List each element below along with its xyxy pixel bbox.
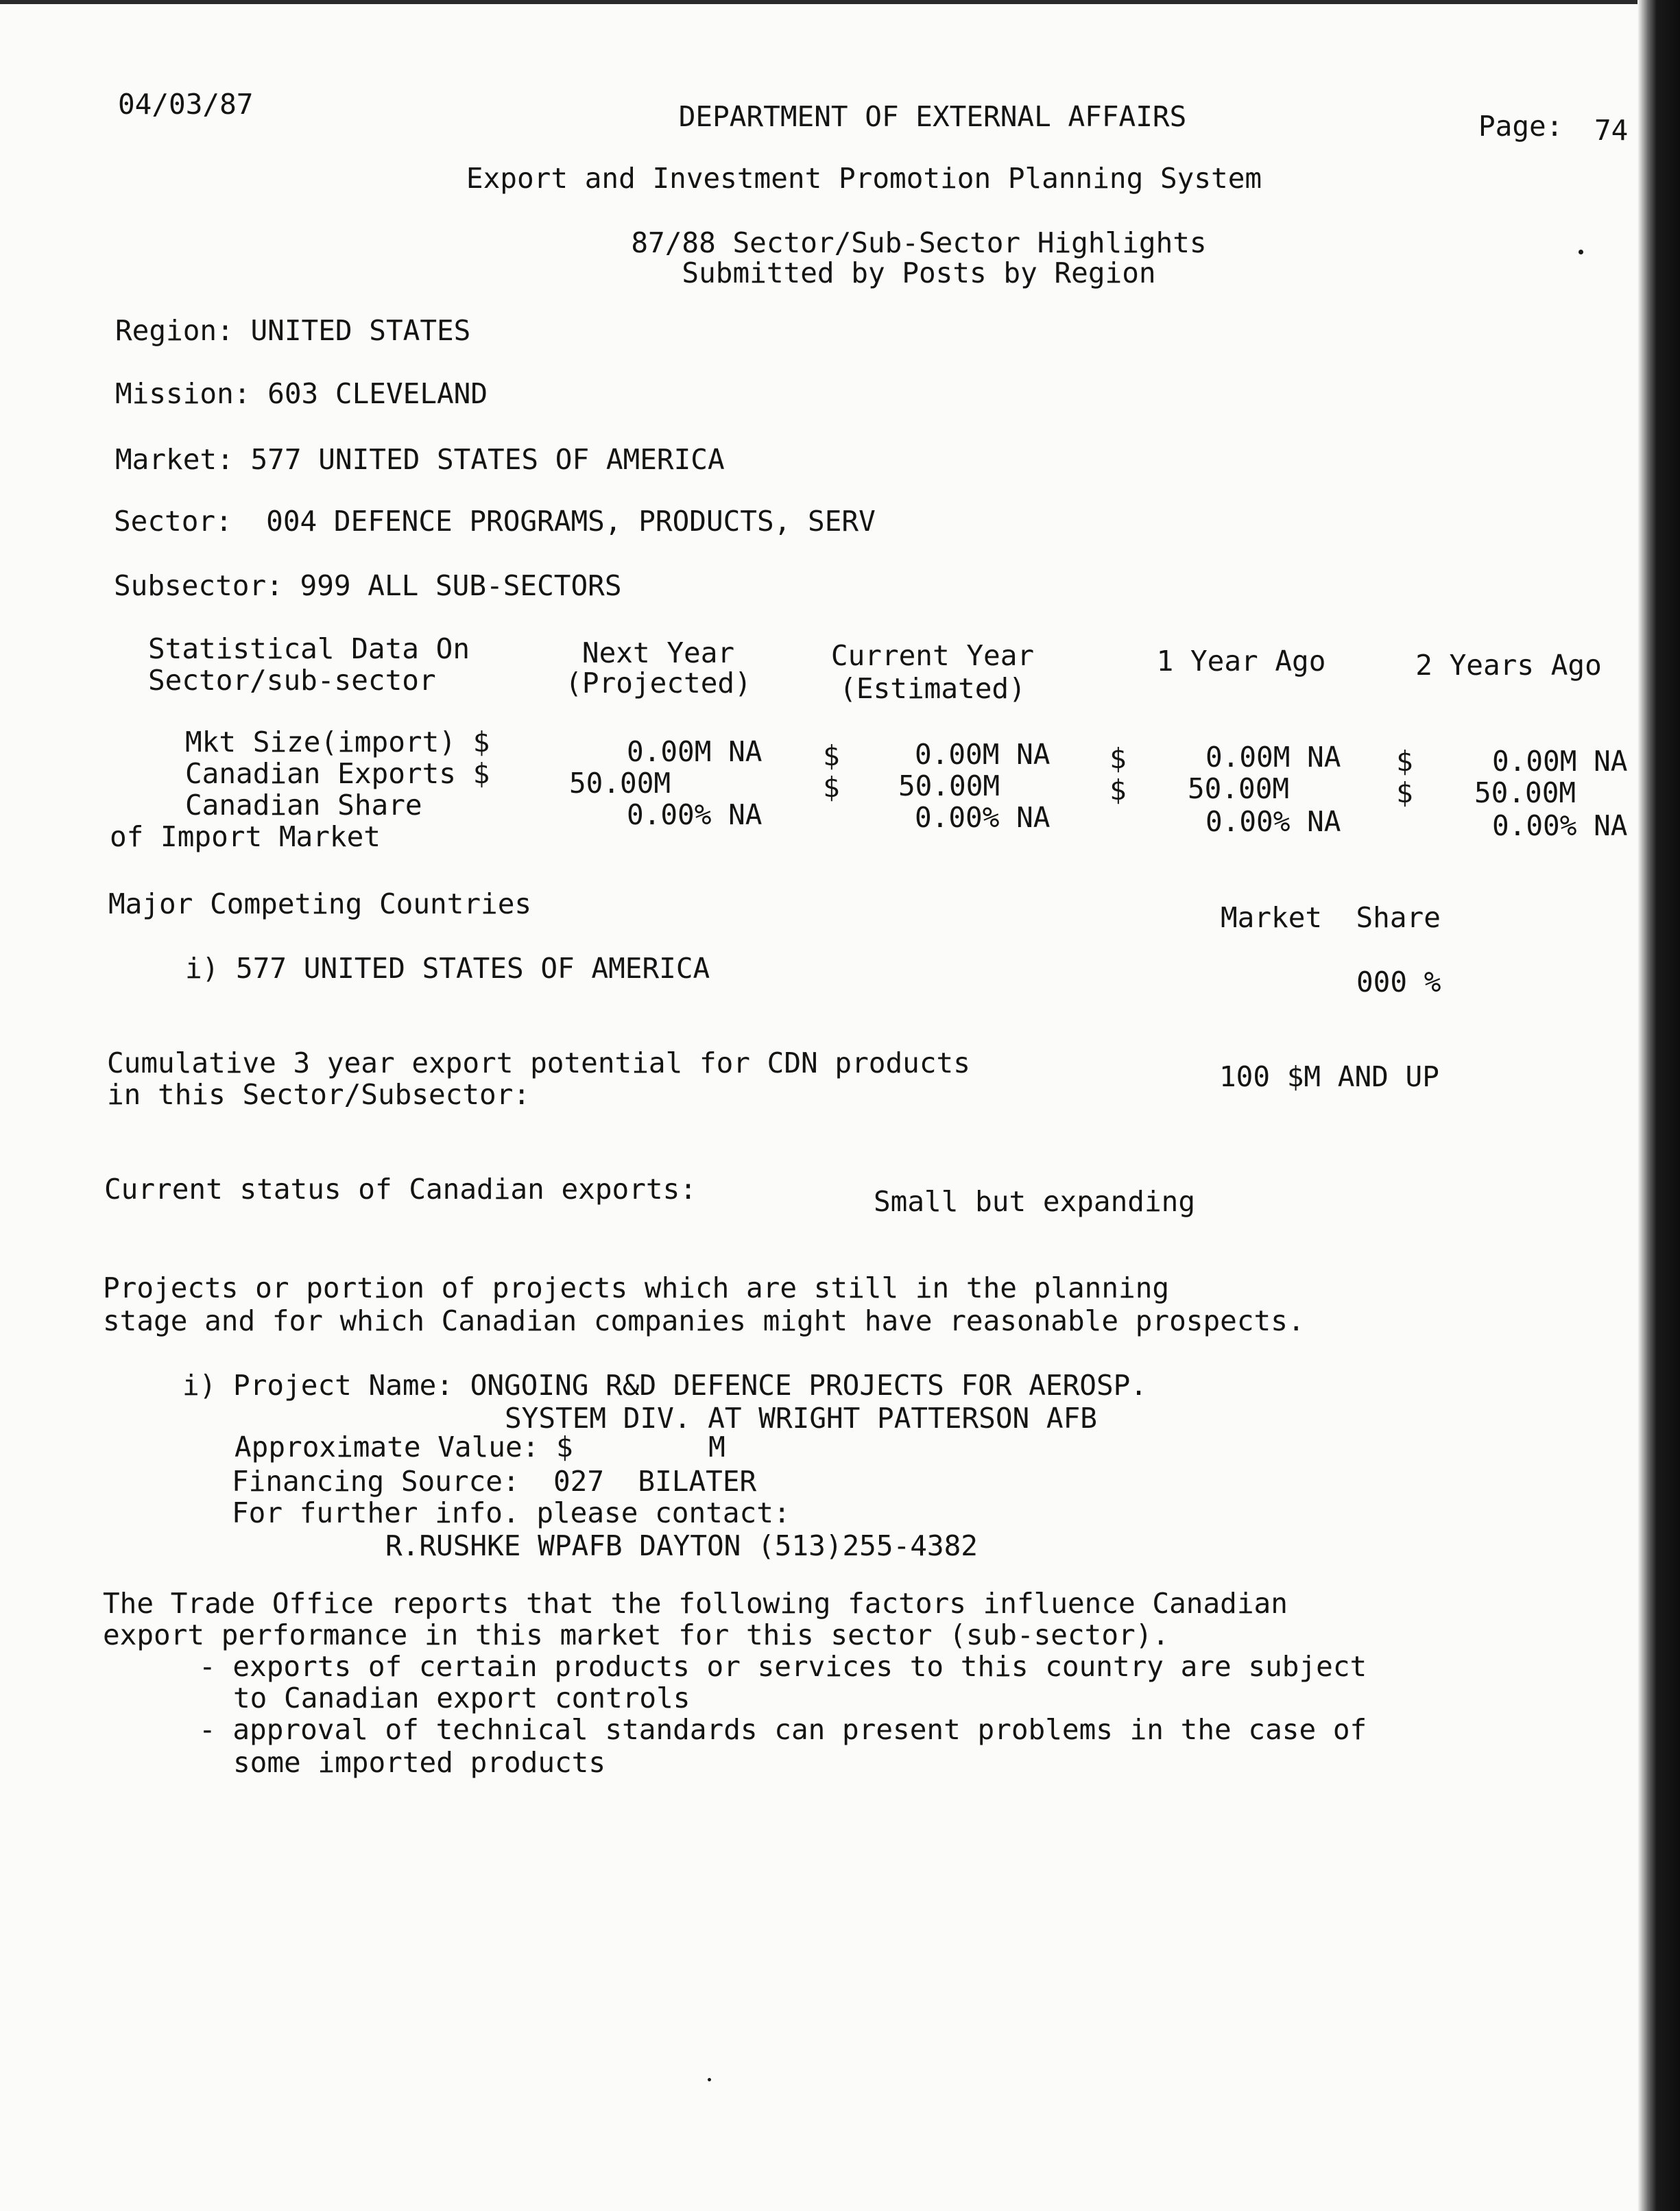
mkt-size-next-year: 0.00M NA bbox=[627, 735, 763, 768]
report-subtitle: Submitted by Posts by Region bbox=[682, 256, 1156, 289]
approximate-value: Approximate Value: $ M bbox=[235, 1431, 725, 1463]
col-1-year-ago: 1 Year Ago bbox=[1156, 645, 1326, 678]
scan-speck bbox=[708, 2078, 711, 2081]
contact-label: For further info. please contact: bbox=[232, 1496, 791, 1529]
competing-share: 000 % bbox=[1356, 966, 1441, 999]
share-2-years-ago: 0.00% NA bbox=[1492, 809, 1628, 842]
currency-symbol: $ bbox=[1109, 742, 1127, 775]
scan-top-edge bbox=[0, 0, 1680, 4]
mission-field: Mission: 603 CLEVELAND bbox=[115, 377, 488, 410]
col-next-year: Next Year bbox=[581, 636, 735, 669]
row-label-exports: Canadian Exports $ bbox=[185, 757, 490, 790]
currency-symbol: $ bbox=[1109, 774, 1127, 806]
status-label: Current status of Canadian exports: bbox=[104, 1173, 697, 1206]
row-label-share: Canadian Share bbox=[185, 789, 422, 822]
report-date: 04/03/87 bbox=[118, 88, 254, 121]
market-share-heading: Market Share bbox=[1221, 901, 1441, 934]
currency-symbol: $ bbox=[1396, 776, 1413, 809]
currency-symbol: $ bbox=[823, 739, 840, 772]
row-label-mkt-size: Mkt Size(import) $ bbox=[185, 726, 490, 758]
mkt-size-current-year: 0.00M NA bbox=[915, 738, 1051, 771]
col-next-year-sub: (Projected) bbox=[565, 667, 752, 700]
exports-1-year-ago: 50.00M bbox=[1188, 772, 1290, 805]
potential-label: Cumulative 3 year export potential for CDN products bbox=[107, 1047, 970, 1079]
projects-intro: Projects or portion of projects which are still in the planning bbox=[103, 1271, 1170, 1304]
status-value: Small but expanding bbox=[874, 1185, 1195, 1218]
trade-office-statement: The Trade Office reports that the following factors influence Canadian bbox=[103, 1587, 1288, 1620]
sector-field: Sector: 004 DEFENCE PROGRAMS, PRODUCTS, SERV bbox=[114, 505, 876, 538]
factor-item: - approval of technical standards can present problems in the case of bbox=[199, 1713, 1367, 1746]
project-name-cont: SYSTEM DIV. AT WRIGHT PATTERSON AFB bbox=[505, 1402, 1097, 1435]
potential-value: 100 $M AND UP bbox=[1219, 1060, 1439, 1093]
market-field: Market: 577 UNITED STATES OF AMERICA bbox=[115, 443, 725, 476]
system-title: Export and Investment Promotion Planning System bbox=[466, 162, 1262, 195]
region-field: Region: UNITED STATES bbox=[115, 314, 471, 347]
stats-heading-sub: Sector/sub-sector bbox=[148, 664, 436, 697]
subsector-field: Subsector: 999 ALL SUB-SECTORS bbox=[114, 569, 622, 602]
col-current-year-sub: (Estimated) bbox=[839, 672, 1026, 705]
page-label: Page: bbox=[1478, 110, 1563, 143]
currency-symbol: $ bbox=[1396, 745, 1413, 778]
col-current-year: Current Year bbox=[830, 639, 1035, 672]
share-next-year: 0.00% NA bbox=[627, 798, 763, 831]
exports-current-year: 50.00M bbox=[898, 769, 1000, 802]
contact-value: R.RUSHKE WPAFB DAYTON (513)255-4382 bbox=[385, 1529, 978, 1562]
competing-heading: Major Competing Countries bbox=[108, 887, 532, 920]
factor-item-cont: to Canadian export controls bbox=[233, 1682, 691, 1714]
stats-heading: Statistical Data On bbox=[148, 632, 470, 665]
share-1-year-ago: 0.00% NA bbox=[1205, 805, 1341, 838]
report-title: 87/88 Sector/Sub-Sector Highlights bbox=[631, 226, 1207, 259]
financing-source: Financing Source: 027 BILATER bbox=[232, 1465, 757, 1498]
scan-right-edge bbox=[1637, 0, 1680, 2211]
row-label-share-sub: of Import Market bbox=[110, 820, 381, 853]
col-2-years-ago: 2 Years Ago bbox=[1415, 649, 1602, 682]
currency-symbol: $ bbox=[823, 771, 840, 804]
competing-country: i) 577 UNITED STATES OF AMERICA bbox=[185, 952, 710, 985]
factor-item-cont: some imported products bbox=[233, 1746, 606, 1779]
mkt-size-2-years-ago: 0.00M NA bbox=[1492, 745, 1628, 778]
department-title: DEPARTMENT OF EXTERNAL AFFAIRS bbox=[678, 100, 1187, 133]
factor-item: - exports of certain products or services to this country are subject bbox=[199, 1650, 1367, 1683]
project-name: i) Project Name: ONGOING R&D DEFENCE PROJECTS FOR AEROSP. bbox=[182, 1369, 1147, 1402]
exports-2-years-ago: 50.00M bbox=[1474, 776, 1576, 809]
trade-office-statement-sub: export performance in this market for this sector (sub-sector). bbox=[103, 1618, 1170, 1651]
page-number: 74 bbox=[1594, 114, 1629, 147]
potential-label-sub: in this Sector/Subsector: bbox=[107, 1078, 531, 1111]
share-current-year: 0.00% NA bbox=[915, 801, 1051, 834]
mkt-size-1-year-ago: 0.00M NA bbox=[1205, 741, 1341, 774]
exports-next-year: 50.00M bbox=[569, 767, 671, 800]
projects-intro-sub: stage and for which Canadian companies might have reasonable prospects. bbox=[103, 1304, 1305, 1337]
scan-speck bbox=[1579, 250, 1583, 254]
